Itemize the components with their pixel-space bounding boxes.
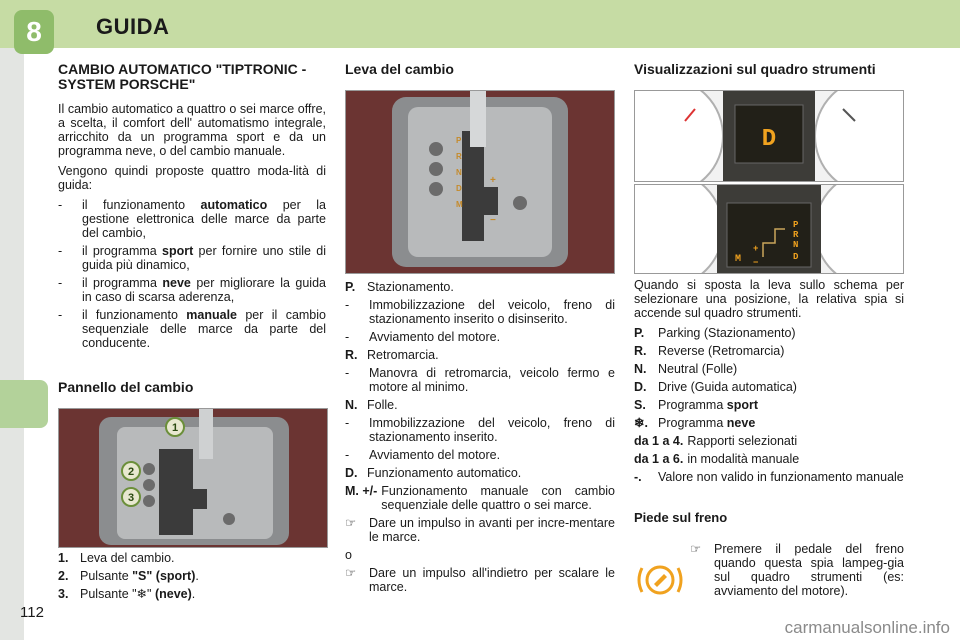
column-gear-lever	[345, 62, 615, 87]
dashboard-display-auto	[634, 90, 904, 182]
legend-item: N. Folle.	[345, 398, 398, 412]
legend-item: R. Reverse (Retromarcia)	[634, 344, 785, 358]
legend-item: da 1 a 6. in modalità manuale	[634, 452, 800, 466]
side-margin	[0, 48, 24, 640]
section-title-lever: Leva del cambio	[345, 61, 454, 77]
legend-item: D. Drive (Guida automatica)	[634, 380, 797, 394]
display-gear-letter: D	[761, 126, 777, 153]
gate-letter: N	[456, 168, 462, 177]
chapter-number: 8	[14, 10, 54, 54]
display-letter: R	[793, 230, 799, 240]
callout-2: 2	[127, 466, 135, 478]
legend-item: -. Valore non valido in funzionamento manuale	[634, 470, 904, 484]
display-minus: −	[753, 258, 759, 268]
column-automatic-gearbox	[58, 62, 326, 405]
legend-item: P. Stazionamento.	[345, 280, 454, 294]
column-dashboard-displays	[634, 62, 904, 87]
intro-paragraph: Il cambio automatico a quattro o sei marce offre, a scelta, il comfort dell' automatismo integrale, arricchito da un programma sport e da un programma neve, o del cambio manuale.	[58, 102, 326, 158]
gate-letter: M	[456, 200, 463, 209]
list-item: - il programma sport per fornire uno stile di guida più dinamico,	[58, 244, 326, 272]
legend-item: R. Retromarcia.	[345, 348, 439, 362]
legend-item: 1. Leva del cambio.	[58, 551, 175, 565]
foot-on-brake-icon	[634, 560, 686, 600]
list-item: - il funzionamento automatico per la gestione elettronica delle marce da parte del cambio,	[58, 198, 326, 240]
section-title-gearbox: CAMBIO AUTOMATICO "TIPTRONIC - SYSTEM PORSCHE"	[58, 61, 307, 92]
brake-instruction	[690, 542, 904, 602]
legend-item: da 1 a 4. Rapporti selezionati	[634, 434, 798, 448]
gear-panel-photo	[58, 408, 328, 548]
gate-letter: D	[456, 184, 462, 193]
legend-item: P. Parking (Stazionamento)	[634, 326, 796, 340]
gear-lever-illustration	[346, 91, 614, 273]
section-title-panel: Pannello del cambio	[58, 379, 194, 395]
list-item: - il programma neve per migliorare la guida in caso di scarsa aderenza,	[58, 276, 326, 304]
legend-item: 3. Pulsante "❄" (neve).	[58, 587, 196, 601]
dashboard-display-manual	[634, 184, 904, 274]
legend-item: ☞ Premere il pedale del freno quando questa spia lampeg-gia sul quadro strumenti (es: avviamento del motore).	[690, 542, 904, 598]
legend-item: - Manovra di retromarcia, veicolo fermo e motore al minimo.	[345, 366, 615, 394]
display-letter: N	[793, 240, 799, 250]
gear-lever-photo	[345, 90, 615, 274]
legend-item: ☞ Dare un impulso all'indietro per scalare le marce.	[345, 566, 615, 594]
watermark: carmanualsonline.info	[784, 618, 950, 637]
display-letter: P	[793, 220, 799, 230]
callout-3: 3	[127, 492, 135, 504]
instrument-cluster-manual	[635, 185, 903, 273]
legend-item: D. Funzionamento automatico.	[345, 466, 522, 480]
legend-item: - Immobilizzazione del veicolo, freno di stazionamento inserito.	[345, 416, 615, 444]
instrument-cluster-auto	[635, 91, 903, 181]
brake-warning-icon	[634, 560, 686, 605]
legend-item: ☞ Dare un impulso in avanti per incre-mentare le marce.	[345, 516, 615, 544]
modes-intro: Vengono quindi proposte quattro moda-lità di guida:	[58, 164, 326, 192]
legend-item: M. +/- Funzionamento manuale con cambio sequenziale delle quattro o sei marce.	[345, 484, 615, 512]
legend-item: 2. Pulsante "S" (sport).	[58, 569, 199, 583]
chapter-tab[interactable]	[0, 380, 48, 428]
section-title-displays: Visualizzazioni sul quadro strumenti	[634, 61, 876, 77]
legend-item: - Immobilizzazione del veicolo, freno di stazionamento inserito o disinserito.	[345, 298, 615, 326]
legend-item: ❄. Programma neve	[634, 416, 756, 430]
display-plus: +	[753, 244, 759, 254]
displays-text	[634, 278, 904, 535]
gate-minus: −	[490, 215, 496, 226]
gate-plus: +	[490, 175, 496, 186]
chapter-title: GUIDA	[96, 14, 170, 39]
page-number: 112	[20, 604, 44, 621]
lever-legend	[345, 280, 615, 598]
section-title-brake: Piede sul freno	[634, 510, 728, 525]
legend-item: - Avviamento del motore.	[345, 330, 501, 344]
gate-letter: P	[456, 136, 462, 145]
display-letter: D	[793, 252, 799, 262]
displays-intro: Quando si sposta la leva sullo schema per selezionare una posizione, la relativa spia si accende sul quadro strumenti.	[634, 278, 904, 320]
gate-letter: R	[456, 152, 462, 161]
legend-item: N. Neutral (Folle)	[634, 362, 738, 376]
display-manual-m: M	[735, 254, 742, 265]
callout-1: 1	[171, 422, 179, 434]
legend-item: - Avviamento del motore.	[345, 448, 501, 462]
or-word: o	[345, 548, 352, 562]
panel-legend	[58, 551, 326, 605]
modes-list	[58, 198, 326, 350]
legend-item: S. Programma sport	[634, 398, 759, 412]
list-item: - il funzionamento manuale per il cambio sequenziale delle marce da parte del conducente.	[58, 308, 326, 350]
gear-panel-illustration	[59, 409, 327, 547]
